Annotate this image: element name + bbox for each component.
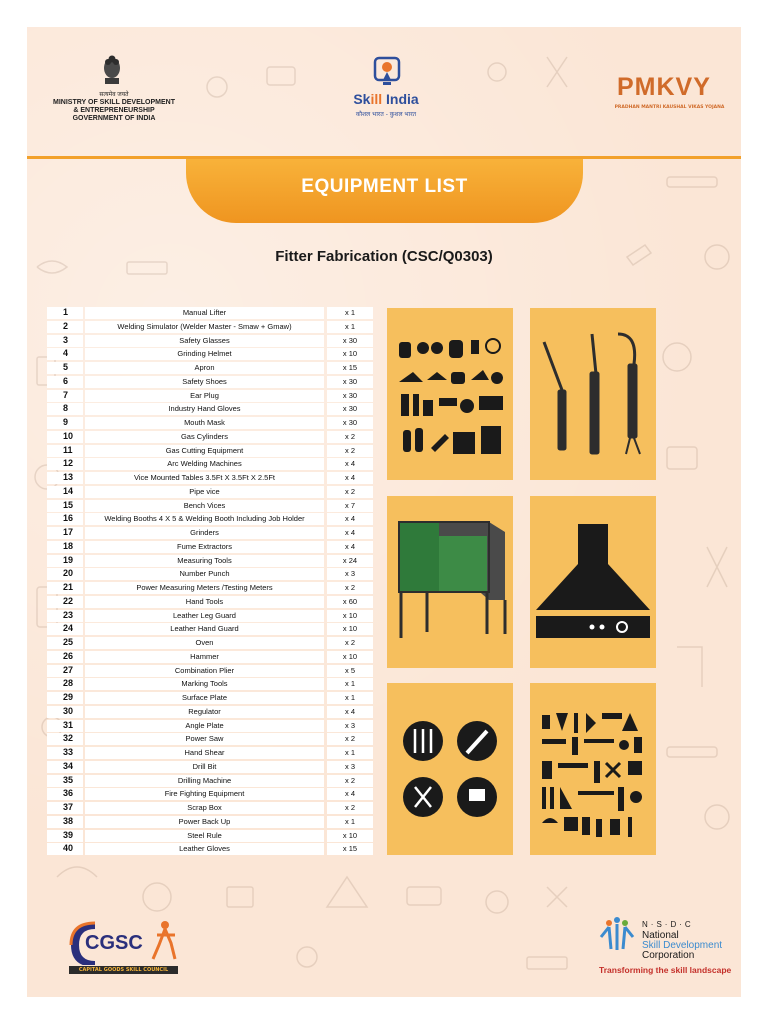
ministry-line-3: GOVERNMENT OF INDIA (72, 115, 156, 122)
item-quantity: x 10 (327, 830, 373, 842)
item-name: Arc Welding Machines (85, 458, 324, 470)
item-name: Regulator (85, 706, 324, 718)
item-number: 15 (63, 499, 74, 510)
item-name: Power Back Up (85, 816, 324, 828)
item-quantity: x 4 (327, 706, 373, 718)
item-number: 32 (63, 733, 74, 744)
item-number-cell (47, 788, 83, 800)
item-quantity: x 4 (327, 513, 373, 525)
item-name: Hand Tools (85, 596, 324, 608)
item-number-cell (47, 555, 83, 567)
item-number: 21 (63, 582, 74, 592)
item-quantity: x 10 (327, 610, 373, 622)
item-number-cell (47, 651, 83, 663)
item-quantity: x 1 (327, 678, 373, 690)
table-row (47, 500, 375, 512)
item-number-cell (47, 321, 83, 333)
item-number-cell (47, 775, 83, 787)
item-quantity: x 3 (327, 568, 373, 580)
item-name: Leather Hand Guard (85, 623, 324, 635)
item-number-cell (47, 513, 83, 525)
item-quantity: x 2 (327, 582, 373, 594)
item-number: 33 (63, 747, 74, 757)
item-number: 8 (63, 403, 69, 414)
item-number: 9 (63, 417, 69, 427)
item-quantity: x 1 (327, 747, 373, 759)
item-quantity: x 2 (327, 802, 373, 814)
item-quantity: x 30 (327, 376, 373, 388)
item-number: 10 (63, 430, 74, 441)
panel-fume-extractor (530, 496, 656, 668)
nsdc-logo-icon (595, 915, 639, 955)
item-number-cell (47, 458, 83, 470)
table-row (47, 830, 375, 842)
item-number-cell (47, 623, 83, 635)
item-number: 30 (63, 705, 74, 716)
ministry-hindi-motto: सत्यमेव जयते (99, 92, 129, 98)
table-row (47, 321, 375, 333)
item-quantity: x 1 (327, 321, 373, 333)
item-name: Combination Plier (85, 665, 324, 677)
table-row (47, 637, 375, 649)
item-quantity: x 2 (327, 431, 373, 443)
item-name: Pipe vice (85, 486, 324, 498)
table-row (47, 362, 375, 374)
header (27, 27, 741, 156)
table-row (47, 541, 375, 553)
item-number: 24 (63, 623, 74, 634)
item-quantity: x 30 (327, 390, 373, 402)
pmkvy-tagline: PRADHAN MANTRI KAUSHAL VIKAS YOJANA (614, 105, 725, 110)
item-number: 12 (63, 458, 74, 469)
item-number: 3 (63, 334, 69, 345)
table-row (47, 307, 375, 319)
item-quantity: x 10 (327, 651, 373, 663)
table-row (47, 761, 375, 773)
item-quantity: x 10 (327, 348, 373, 360)
item-number-cell (47, 348, 83, 360)
item-number-cell (47, 747, 83, 759)
item-name: Grinding Helmet (85, 348, 324, 360)
table-row (47, 775, 375, 787)
item-number-cell (47, 527, 83, 539)
table-row (47, 445, 375, 457)
table-row (47, 788, 375, 800)
equipment-list-page (27, 27, 741, 997)
item-number: 26 (63, 650, 74, 661)
item-name: Number Punch (85, 568, 324, 580)
item-number-cell (47, 362, 83, 374)
item-number-cell (47, 582, 83, 594)
table-row (47, 335, 375, 347)
panel-gas-torches (530, 308, 656, 480)
table-row (47, 692, 375, 704)
item-quantity: x 5 (327, 665, 373, 677)
item-number-cell (47, 376, 83, 388)
panel-hand-tools (387, 683, 513, 855)
item-number-cell (47, 830, 83, 842)
item-number-cell (47, 472, 83, 484)
item-name: Fume Extractors (85, 541, 324, 553)
table-row (47, 568, 375, 580)
item-name: Safety Glasses (85, 335, 324, 347)
item-number-cell (47, 403, 83, 415)
item-quantity: x 2 (327, 775, 373, 787)
table-row (47, 390, 375, 402)
item-number-cell (47, 637, 83, 649)
national-emblem-icon (99, 52, 125, 88)
item-quantity: x 2 (327, 445, 373, 457)
item-quantity: x 1 (327, 816, 373, 828)
item-quantity: x 4 (327, 788, 373, 800)
panel-tool-set (530, 683, 656, 855)
item-name: Surface Plate (85, 692, 324, 704)
item-number-cell (47, 500, 83, 512)
title-banner (186, 159, 583, 223)
item-number: 1 (63, 307, 69, 317)
fume-extractor-icon (530, 496, 656, 668)
pmkvy-logo: PMKVY (617, 73, 711, 101)
item-name: Manual Lifter (85, 307, 324, 319)
banner-title: EQUIPMENT LIST (301, 176, 468, 197)
item-number: 4 (63, 348, 69, 359)
table-row (47, 527, 375, 539)
nsdc-tagline: Transforming the skill landscape (599, 965, 732, 975)
item-quantity: x 4 (327, 472, 373, 484)
item-name: Grinders (85, 527, 324, 539)
skill-india-logo-icon (371, 54, 403, 90)
item-quantity: x 24 (327, 555, 373, 567)
item-quantity: x 7 (327, 500, 373, 512)
item-number-cell (47, 816, 83, 828)
tool-set-icon (530, 683, 656, 855)
table-row (47, 458, 375, 470)
table-row (47, 555, 375, 567)
item-name: Power Saw (85, 733, 324, 745)
item-name: Hammer (85, 651, 324, 663)
table-row (47, 816, 375, 828)
item-number: 6 (63, 375, 69, 386)
item-quantity: x 4 (327, 527, 373, 539)
table-row (47, 843, 375, 855)
item-quantity: x 30 (327, 403, 373, 415)
item-quantity: x 2 (327, 486, 373, 498)
item-quantity: x 2 (327, 637, 373, 649)
item-name: Gas Cutting Equipment (85, 445, 324, 457)
item-number: 2 (63, 320, 69, 331)
item-number: 40 (63, 843, 74, 854)
item-quantity: x 30 (327, 335, 373, 347)
table-row (47, 417, 375, 429)
item-quantity: x 15 (327, 362, 373, 374)
skill-india-title (341, 91, 431, 107)
item-number-cell (47, 843, 83, 855)
item-number: 13 (63, 472, 74, 482)
item-name: Measuring Tools (85, 555, 324, 567)
table-row (47, 513, 375, 525)
item-number: 14 (63, 485, 74, 496)
item-name: Welding Booths 4 X 5 & Welding Booth Including Job Holder (85, 513, 324, 525)
item-number: 37 (63, 802, 74, 812)
item-name: Industry Hand Gloves (85, 403, 324, 415)
ministry-line-2: & ENTREPRENEURSHIP (73, 107, 155, 114)
item-name: Fire Fighting Equipment (85, 788, 324, 800)
item-number: 5 (63, 362, 69, 372)
item-number-cell (47, 390, 83, 402)
item-name: Drilling Machine (85, 775, 324, 787)
table-row (47, 706, 375, 718)
nsdc-line-2: Skill Development (642, 940, 723, 951)
skill-india-tagline: कौशल भारत - कुशल भारत (355, 111, 417, 118)
ministry-line-1: MINISTRY OF SKILL DEVELOPMENT (53, 99, 175, 106)
item-quantity: x 1 (327, 692, 373, 704)
table-row (47, 431, 375, 443)
item-number-cell (47, 802, 83, 814)
item-name: Oven (85, 637, 324, 649)
item-quantity: x 2 (327, 733, 373, 745)
item-number: 23 (63, 609, 74, 620)
table-row (47, 486, 375, 498)
item-name: Leather Leg Guard (85, 610, 324, 622)
item-name: Power Measuring Meters /Testing Meters (85, 582, 324, 594)
table-row (47, 678, 375, 690)
table-row (47, 665, 375, 677)
table-row (47, 733, 375, 745)
item-name: Steel Rule (85, 830, 324, 842)
table-row (47, 802, 375, 814)
item-number: 20 (63, 568, 74, 579)
item-number-cell (47, 692, 83, 704)
item-quantity: x 3 (327, 761, 373, 773)
item-number-cell (47, 335, 83, 347)
table-row (47, 472, 375, 484)
item-number: 22 (63, 595, 74, 606)
item-number: 11 (63, 444, 73, 455)
item-name: Ear Plug (85, 390, 324, 402)
nsdc-line-3: Corporation (642, 950, 695, 961)
nsdc-line-1: National (642, 930, 679, 941)
item-number-cell (47, 307, 83, 319)
table-row (47, 348, 375, 360)
table-row (47, 376, 375, 388)
item-name: Leather Gloves (85, 843, 324, 855)
item-number: 19 (63, 554, 74, 565)
item-number: 39 (63, 829, 74, 840)
item-number-cell (47, 568, 83, 580)
item-name: Scrap Box (85, 802, 324, 814)
item-quantity: x 10 (327, 623, 373, 635)
item-number: 38 (63, 815, 74, 826)
item-name: Angle Plate (85, 720, 324, 732)
table-row (47, 651, 375, 663)
welding-booth-icon (387, 496, 513, 668)
item-number-cell (47, 417, 83, 429)
item-quantity: x 3 (327, 720, 373, 732)
item-name: Mouth Mask (85, 417, 324, 429)
item-number-cell (47, 596, 83, 608)
skill-india-sk: Sk (353, 91, 371, 107)
item-name: Vice Mounted Tables 3.5Ft X 3.5Ft X 2.5Ft (85, 472, 324, 484)
item-name: Hand Shear (85, 747, 324, 759)
item-number-cell (47, 445, 83, 457)
safety-gear-icon (387, 308, 513, 480)
gas-torch-icon (530, 308, 656, 480)
item-name: Bench Vices (85, 500, 324, 512)
item-number: 36 (63, 788, 74, 799)
skill-india-india: India (382, 91, 419, 107)
item-quantity: x 30 (327, 417, 373, 429)
item-number-cell (47, 431, 83, 443)
skill-india-ill: ill (370, 91, 383, 107)
item-number: 34 (63, 760, 74, 771)
item-quantity: x 60 (327, 596, 373, 608)
item-number: 17 (63, 527, 74, 537)
item-number: 29 (63, 692, 74, 702)
panel-safety-gear (387, 308, 513, 480)
item-number-cell (47, 610, 83, 622)
item-number-cell (47, 541, 83, 553)
table-row (47, 582, 375, 594)
item-quantity: x 15 (327, 843, 373, 855)
item-name: Gas Cylinders (85, 431, 324, 443)
page-subtitle: Fitter Fabrication (CSC/Q0303) (275, 248, 493, 265)
item-name: Drill Bit (85, 761, 324, 773)
item-number-cell (47, 706, 83, 718)
table-row (47, 623, 375, 635)
item-number: 25 (63, 637, 74, 647)
item-number-cell (47, 486, 83, 498)
item-name: Marking Tools (85, 678, 324, 690)
cgsc-tagline: CAPITAL GOODS SKILL COUNCIL (78, 967, 169, 973)
table-row (47, 596, 375, 608)
item-number: 18 (63, 540, 74, 551)
nsdc-abbr: N·S·D·C (642, 920, 694, 929)
item-number-cell (47, 678, 83, 690)
item-name: Apron (85, 362, 324, 374)
hand-tools-icon (387, 683, 513, 855)
item-number-cell (47, 665, 83, 677)
cgsc-name: CGSC (85, 932, 143, 954)
item-number: 35 (63, 774, 74, 785)
item-number: 31 (63, 719, 74, 730)
ministry-text (35, 91, 193, 123)
panel-welding-booth (387, 496, 513, 668)
item-name: Welding Simulator (Welder Master - Smaw + Gmaw) (85, 321, 324, 333)
item-number: 16 (63, 513, 74, 524)
table-row (47, 720, 375, 732)
item-quantity: x 4 (327, 541, 373, 553)
item-number-cell (47, 761, 83, 773)
table-row (47, 747, 375, 759)
item-number: 27 (63, 664, 74, 675)
item-quantity: x 4 (327, 458, 373, 470)
item-number-cell (47, 733, 83, 745)
item-number-cell (47, 720, 83, 732)
table-row (47, 610, 375, 622)
item-name: Safety Shoes (85, 376, 324, 388)
item-quantity: x 1 (327, 307, 373, 319)
item-number: 28 (63, 678, 74, 689)
table-row (47, 403, 375, 415)
item-number: 7 (63, 389, 69, 400)
